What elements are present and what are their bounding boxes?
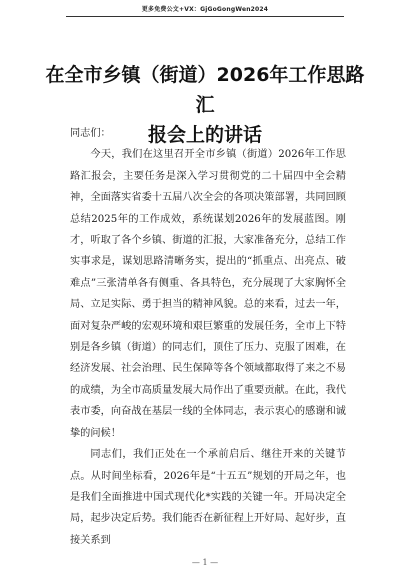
- paragraph-1: 今天，我们在这里召开全市乡镇（街道）2026年工作思路汇报会，主要任务是深入学习贯彻党的二十届四中全会精神，全面落实省委十五届八次全会的各项决策部署，共同回顾总结2025年的工作成效，系统谋划2026年的发展蓝图。刚才，听取了各个乡镇、街道的汇报，大家准备充分，总结工作实事求是，谋划思路清晰务实，提出的“抓重点、出亮点、破难点”三张清单各有侧重、各具特色，充分展现了大家胸怀全局、立足实际、勇于担当的精神风貌。总的来看，过去一年，面对复杂严峻的宏观环境和艰巨繁重的发展任务，全市上下特别是各乡镇（街道）的同志们，顶住了压力、克服了困难，在经济发展、社会治理、民生保障等各个领域都取得了来之不易的成绩，为全市高质量发展大局作出了重要贡献。在此，我代表市委，向奋战在基层一线的全体同志，表示衷心的感谢和诚挚的问候！: [70, 149, 346, 439]
- header-note: 更多免费公文+VX：GjGoGongWen2024: [141, 6, 269, 13]
- title-line-2: 报会上的讲话: [147, 124, 262, 146]
- paragraph-2: 同志们，我们正处在一个承前启后、继往开来的关键节点。从时间坐标看，2026年是“十五五”规划的开局之年，也是我们全面推进中国式现代化*实践的关键一年。开局决定全局，起步决定后势。我们能否在新征程上开好局、起好步，直接关系到: [70, 449, 346, 546]
- document-body: [70, 123, 346, 551]
- page-number: — 1 —: [191, 558, 219, 567]
- title-line-1: 在全市乡镇（街道）2026年工作思路汇: [45, 64, 365, 116]
- header-divider: [66, 16, 344, 17]
- salutation: 同志们：: [70, 128, 111, 139]
